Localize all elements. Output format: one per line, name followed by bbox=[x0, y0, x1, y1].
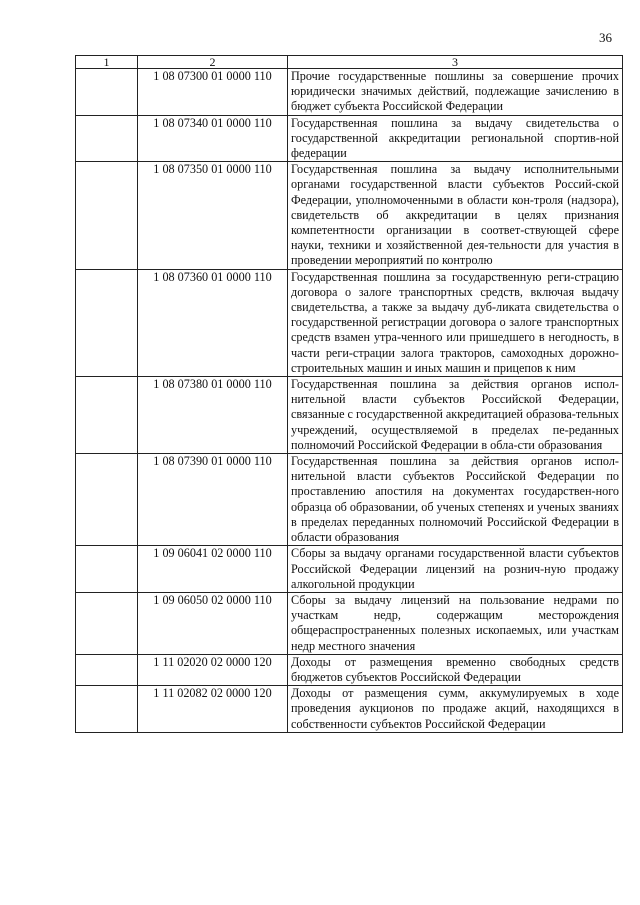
income-description: Сборы за выдачу органами государственной власти субъектов Российской Федерации лицензий на рознич-ную продажу алкогольной продукции bbox=[288, 546, 623, 593]
budget-code: 1 08 07390 01 0000 110 bbox=[138, 454, 288, 546]
income-description: Сборы за выдачу лицензий на пользование недрами по участкам недр, содержащим месторождения общераспространенных полезных ископаемых, или участкам недр местного значения bbox=[288, 592, 623, 654]
budget-code: 1 09 06041 02 0000 110 bbox=[138, 546, 288, 593]
table-row bbox=[76, 592, 623, 654]
row-number-cell bbox=[76, 115, 138, 162]
income-description: Доходы от размещения временно свободных средств бюджетов субъектов Российской Федерации bbox=[288, 654, 623, 685]
income-description: Государственная пошлина за действия органов испол-нительной власти субъектов Российской Федерации по проставлению апостиля на документах государствен-ного образца об образовании, об ученых степенях и ученых званиях в пределах переданных полномочий Российской Федерации в области образования bbox=[288, 454, 623, 546]
row-number-cell bbox=[76, 269, 138, 376]
table-row bbox=[76, 454, 623, 546]
table-row bbox=[76, 546, 623, 593]
income-description: Государственная пошлина за действия органов испол-нительной власти субъектов Российской Федерации, связанные с государственной аккредитацией образова-тельных учреждений, осуществляемой в пределах пе-реданных полномочий Российской Федерации в обла-сти образования bbox=[288, 377, 623, 454]
row-number-cell bbox=[76, 592, 138, 654]
row-number-cell bbox=[76, 454, 138, 546]
table-row bbox=[76, 269, 623, 376]
column-header-3: 3 bbox=[288, 56, 623, 69]
income-description: Государственная пошлина за государственную реги-страцию договора о залоге транспортных средств, включая выдачу свидетельства, а также за выдачу дуб-ликата свидетельства о государственной регистрации договора о залоге транспортных средств взамен утра-ченного или пришедшего в негодность, в части реги-страции залога тракторов, самоходных дорожно-строительных машин и иных машин и прицепов к ним bbox=[288, 269, 623, 376]
row-number-cell bbox=[76, 162, 138, 269]
table-row bbox=[76, 654, 623, 685]
budget-code: 1 09 06050 02 0000 110 bbox=[138, 592, 288, 654]
budget-code: 1 08 07340 01 0000 110 bbox=[138, 115, 288, 162]
income-description: Государственная пошлина за выдачу исполнительными органами государственной власти субъектов Россий-ской Федерации, уполномоченными в области кон-троля (надзора), свидетельств об аккредитации в целях признания компетентности организации в соответ-ствующей сфере науки, техники и хозяйственной дея-тельности для участия в проведении мероприятий по контролю bbox=[288, 162, 623, 269]
income-description: Государственная пошлина за выдачу свидетельства о государственной аккредитации региональной спортив-ной федерации bbox=[288, 115, 623, 162]
row-number-cell bbox=[76, 654, 138, 685]
budget-code: 1 11 02020 02 0000 120 bbox=[138, 654, 288, 685]
budget-code: 1 08 07300 01 0000 110 bbox=[138, 69, 288, 116]
table-row bbox=[76, 115, 623, 162]
income-description: Прочие государственные пошлины за совершение прочих юридически значимых действий, подлежащие зачислению в бюджет субъекта Российской Федерации bbox=[288, 69, 623, 116]
table-row bbox=[76, 377, 623, 454]
budget-code: 1 11 02082 02 0000 120 bbox=[138, 686, 288, 733]
table-row bbox=[76, 69, 623, 116]
budget-code: 1 08 07380 01 0000 110 bbox=[138, 377, 288, 454]
row-number-cell bbox=[76, 546, 138, 593]
row-number-cell bbox=[76, 686, 138, 733]
page-number: 36 bbox=[599, 30, 612, 45]
row-number-cell bbox=[76, 377, 138, 454]
column-header-1: 1 bbox=[76, 56, 138, 69]
row-number-cell bbox=[76, 69, 138, 116]
header-row bbox=[76, 56, 623, 69]
budget-code: 1 08 07350 01 0000 110 bbox=[138, 162, 288, 269]
table-row bbox=[76, 686, 623, 733]
income-description: Доходы от размещения сумм, аккумулируемых в ходе проведения аукционов по продаже акций, находящихся в собственности субъектов Российской Федерации bbox=[288, 686, 623, 733]
budget-code: 1 08 07360 01 0000 110 bbox=[138, 269, 288, 376]
table-row bbox=[76, 162, 623, 269]
budget-codes-table bbox=[75, 55, 623, 733]
column-header-2: 2 bbox=[138, 56, 288, 69]
